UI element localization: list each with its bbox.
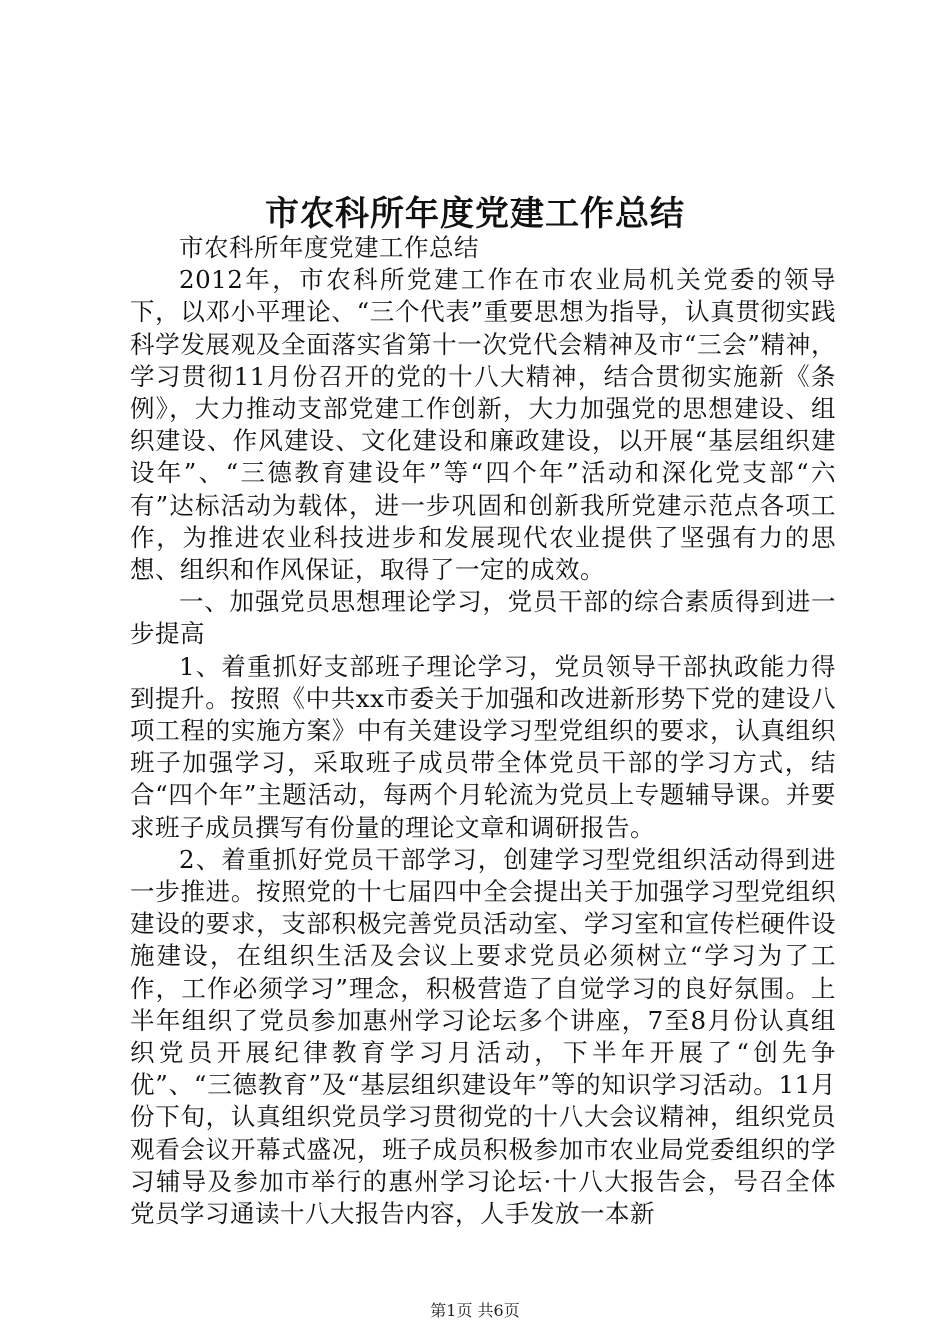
paragraph-subtitle: 市农科所年度党建工作总结 — [179, 233, 479, 262]
page-number-footer: 第1页 共6页 — [430, 1301, 520, 1320]
paragraph-item-1: 1、着重抓好支部班子理论学习，党员领导干部执政能力得到提升。按照《中共xx市委关于加强和改进新形势下党的建设八项工程的实施方案》中有关建设学习型党组织的要求，认真组织班子加强学习，采取班子成员带全体党员干部的学习方式，结合“四个年”主题活动，每两个月轮流为党员上专题辅导课。并要求班子成员撰写有份量的理论文章和调研报告。 — [130, 651, 836, 842]
paragraph-intro: 2012年，市农科所党建工作在市农业局机关党委的领导下，以邓小平理论、“三个代表”重要思想为指导，认真贯彻实践科学发展观及全面落实省第十一次党代会精神及市“三会”精神，学习贯彻11月份召开的党的十八大精神，结合贯彻实施新《条例》，大力推动支部党建工作创新，大力加强党的思想建设、组织建设、作风建设、文化建设和廉政建设，以开展“基层组织建设年”、“三德教育建设年”等“四个年”活动和深化党支部“六有”达标活动为载体，进一步巩固和创新我所党建示范点各项工作，为推进农业科技进步和发展现代农业提供了坚强有力的思想、组织和作风保证，取得了一定的成效。 — [130, 265, 836, 585]
paragraph-item-2: 2、着重抓好党员干部学习，创建学习型党组织活动得到进一步推进。按照党的十七届四中全会提出关于加强学习型党组织建设的要求，支部积极完善党员活动室、学习室和宣传栏硬件设施建设，在组织生活及会议上要求党员必须树立“学习为了工作，工作必须学习”理念，积极营造了自觉学习的良好氛围。上半年组织了党员参加惠州学习论坛多个讲座，7至8月份认真组织党员开展纪律教育学习月活动，下半年开展了“创先争优”、“三德教育”及“基层组织建设年”等的知识学习活动。11月份下旬，认真组织党员学习贯彻党的十八大会议精神，组织党员观看会议开幕式盛况，班子成员积极参加市农业局党委组织的学习辅导及参加市举行的惠州学习论坛·十八大报告会，号召全体党员学习通读十八大报告内容，人手发放一本新 — [130, 844, 836, 1229]
document-title: 市农科所年度党建工作总结 — [265, 194, 685, 234]
document-body — [130, 232, 836, 1230]
section-heading-1: 一、加强党员思想理论学习，党员干部的综合素质得到进一步提高 — [130, 587, 836, 649]
